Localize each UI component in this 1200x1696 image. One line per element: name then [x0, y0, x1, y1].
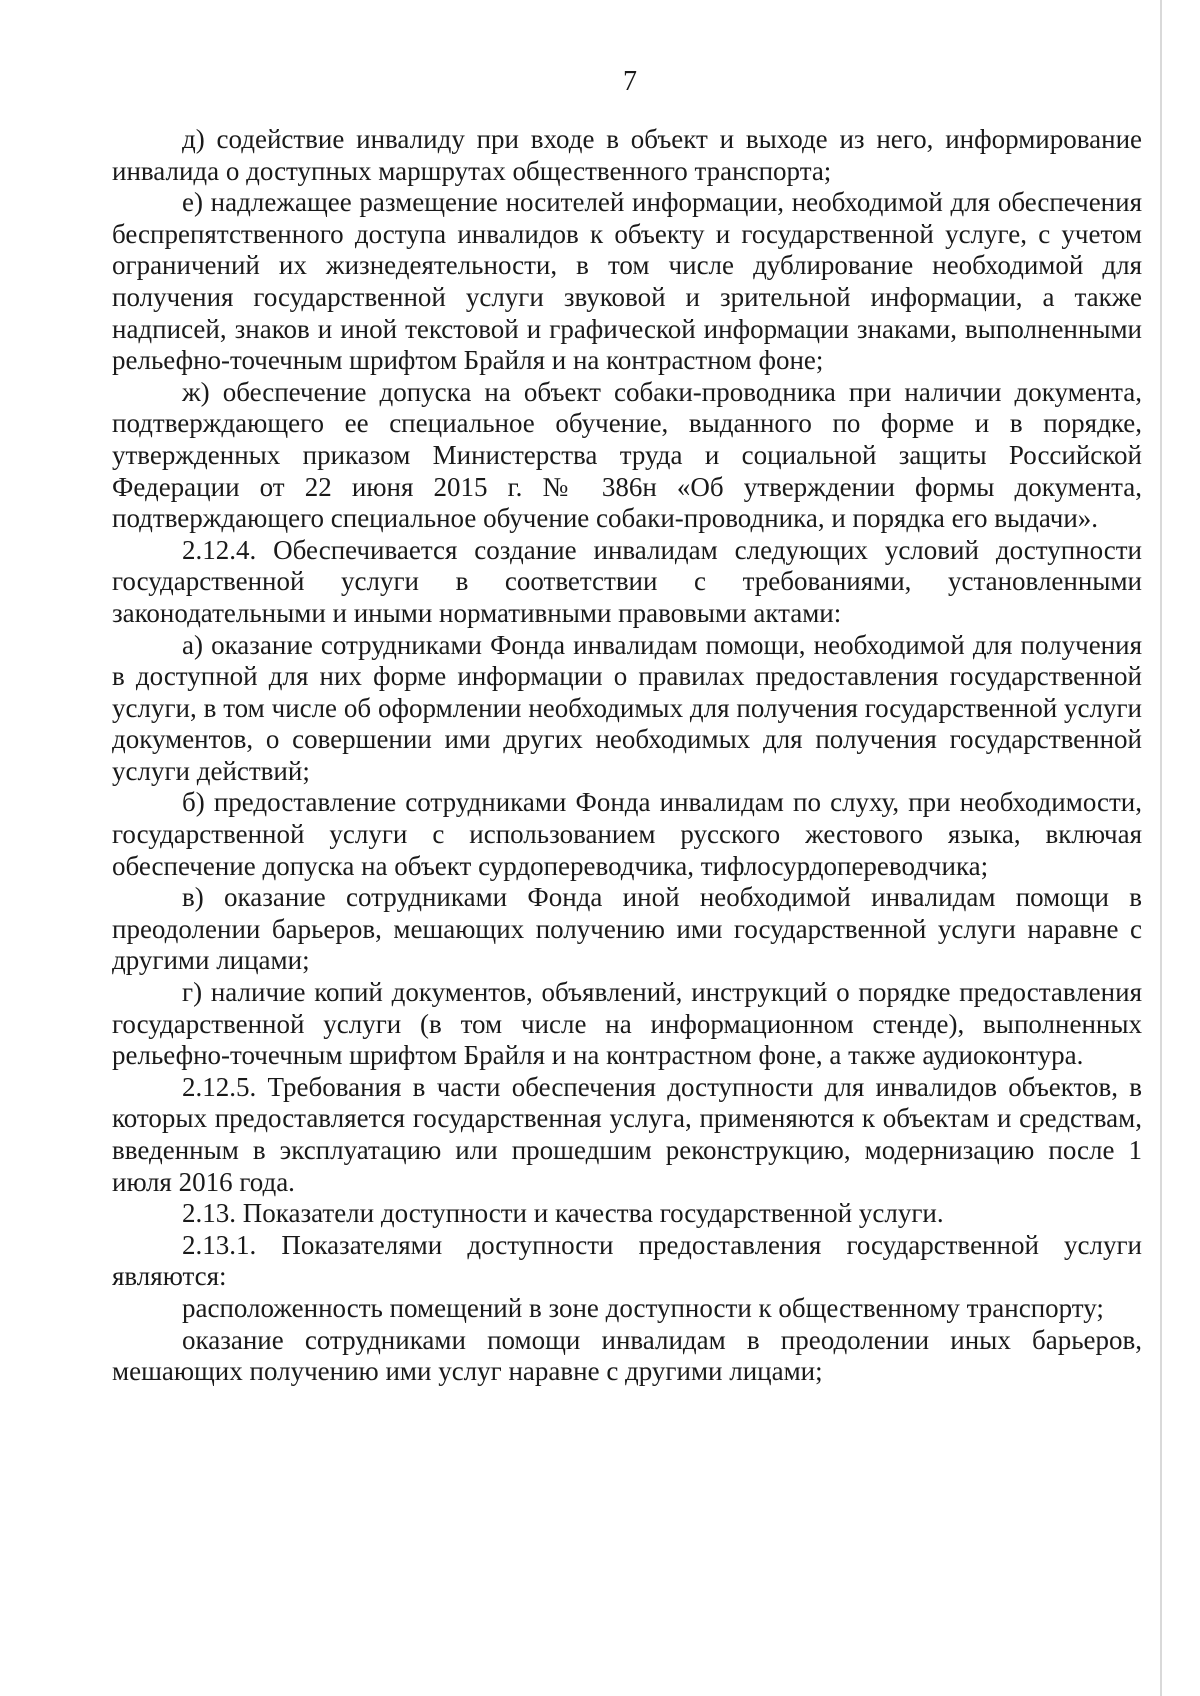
- paragraph-2-13: 2.13. Показатели доступности и качества государственной услуги.: [182, 1198, 944, 1229]
- paragraph-transport: расположенность помещений в зоне доступности к общественному транспорту;: [182, 1292, 1104, 1323]
- paragraph-2-12-5: 2.12.5. Требования в части обеспечения доступности для инвалидов объектов, в которых предоставляется государственная услуга, применяются к объектам и средствам, введенным в эксплуатацию или прошедшим реконструкцию, модернизацию после 1 июля 2016 года.: [112, 1071, 1142, 1197]
- page-number: 7: [623, 66, 637, 97]
- paragraph-d: д) содействие инвалиду при входе в объект и выходе из него, информирование инвалида о доступных маршрутах общественного транспорта;: [112, 124, 1142, 186]
- paragraph-a: а) оказание сотрудниками Фонда инвалидам помощи, необходимой для получения в доступной для них форме информации о правилах предоставления государственной услуги, в том числе об оформлении необходимых для получения государственной услуги документов, о совершении ими других необходимых для получения государственной услуги действий;: [112, 629, 1142, 786]
- paragraph-b: б) предоставление сотрудниками Фонда инвалидам по слуху, при необходимости, государственной услуги с использованием русского жестового языка, включая обеспечение допуска на объект сурдопереводчика, тифлосурдопереводчика;: [112, 787, 1142, 881]
- paragraph-g: г) наличие копий документов, объявлений, инструкций о порядке предоставления государственной услуги (в том числе на информационном стенде), выполненных рельефно-точечным шрифтом Брайля и на контрастном фоне, а также аудиоконтура.: [112, 977, 1142, 1071]
- paragraph-2-12-4: 2.12.4. Обеспечивается создание инвалидам следующих условий доступности государственной услуги в соответствии с требованиями, установленными законодательными и иными нормативными правовыми актами:: [112, 534, 1142, 628]
- paragraph-zh: ж) обеспечение допуска на объект собаки-проводника при наличии документа, подтверждающего ее специальное обучение, выданного по форме и в порядке, утвержденных приказом Министерства труда и социальной защиты Российской Федерации от 22 июня 2015 г. № 386н «Об утверждении формы документа, подтверждающего специальное обучение собаки-проводника, и порядка его выдачи».: [112, 376, 1142, 534]
- scan-edge-line: [1160, 0, 1162, 1696]
- paragraph-e: е) надлежащее размещение носителей информации, необходимой для обеспечения беспрепятственного доступа инвалидов к объекту и государственной услуге, с учетом ограничений их жизнедеятельности, в том числе дублирование необходимой для получения государственной услуги звуковой и зрительной информации, а также надписей, знаков и иной текстовой и графической информации знаками, выполненными рельефно-точечным шрифтом Брайля и на контрастном фоне;: [112, 187, 1142, 376]
- document-body: [112, 124, 1142, 1388]
- paragraph-assistance: оказание сотрудниками помощи инвалидам в преодолении иных барьеров, мешающих получению ими услуг наравне с другими лицами;: [112, 1324, 1142, 1387]
- paragraph-2-13-1: 2.13.1. Показателями доступности предоставления государственной услуги являются:: [112, 1229, 1142, 1292]
- paragraph-v: в) оказание сотрудниками Фонда иной необходимой инвалидам помощи в преодолении барьеров, мешающих получению ими государственной услуги наравне с другими лицами;: [112, 882, 1142, 976]
